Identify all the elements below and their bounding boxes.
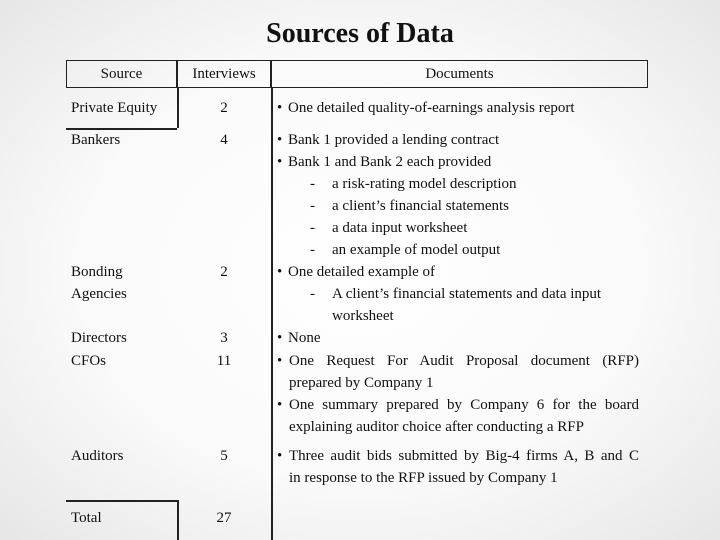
row-source-bonding-line2: Agencies xyxy=(71,286,127,302)
doc-item-cont: in response to the RFP issued by Company 1 xyxy=(289,470,558,486)
doc-item-cont: explaining auditor choice after conducting a RFP xyxy=(289,419,584,435)
header-source: Source xyxy=(66,60,177,88)
doc-subitem: a client’s financial statements xyxy=(332,198,510,214)
doc-item-text: One Request For Audit Proposal document (RFP) xyxy=(289,353,639,369)
row-interviews-bonding: 2 xyxy=(220,264,228,280)
doc-item: • One detailed example of xyxy=(277,261,435,283)
doc-item xyxy=(277,350,288,372)
row-interviews-cfos: 11 xyxy=(216,353,232,369)
row-source-bankers: Bankers xyxy=(71,132,121,148)
header-interviews: Interviews xyxy=(177,60,271,88)
doc-subitem: a data input worksheet xyxy=(332,220,468,236)
row-interviews-directors: 3 xyxy=(220,330,228,346)
row-interviews-total: 27 xyxy=(216,510,232,526)
row-source-auditors: Auditors xyxy=(71,448,124,464)
row-source-total: Total xyxy=(71,510,102,526)
doc-item-text: One summary prepared by Company 6 for the board xyxy=(289,397,639,413)
header-documents: Documents xyxy=(271,60,648,88)
doc-item xyxy=(277,394,288,416)
dash-marker: - xyxy=(310,220,315,236)
doc-item: • Bank 1 provided a lending contract xyxy=(277,129,499,151)
doc-item: • None xyxy=(277,327,321,349)
row-interviews-bankers: 4 xyxy=(220,132,228,148)
row-interviews-private-equity: 2 xyxy=(220,100,228,116)
doc-item-text: Three audit bids submitted by Big-4 firms A, B and C xyxy=(289,448,639,464)
doc-subitem-cont: worksheet xyxy=(332,308,394,324)
doc-subitem: an example of model output xyxy=(332,242,501,258)
row-source-bonding: Bonding xyxy=(71,264,123,280)
row-interviews-auditors: 5 xyxy=(220,448,228,464)
table-divider xyxy=(271,88,273,540)
doc-subitem: A client’s financial statements and data input xyxy=(332,286,602,302)
doc-item: • One detailed quality-of-earnings analysis report xyxy=(277,97,575,119)
doc-item: • Bank 1 and Bank 2 each provided xyxy=(277,151,491,173)
doc-item-cont: prepared by Company 1 xyxy=(289,375,434,391)
dash-marker: - xyxy=(310,242,315,258)
slide-title: Sources of Data xyxy=(266,18,454,49)
dash-marker: - xyxy=(310,286,315,302)
dash-marker: - xyxy=(310,176,315,192)
table-divider xyxy=(66,500,177,502)
dash-marker: - xyxy=(310,198,315,214)
doc-item xyxy=(277,445,288,467)
row-source-private-equity: Private Equity xyxy=(71,100,158,116)
row-source-cfos: CFOs xyxy=(71,353,107,369)
row-source-directors: Directors xyxy=(71,330,127,346)
doc-subitem: a risk-rating model description xyxy=(332,176,517,192)
